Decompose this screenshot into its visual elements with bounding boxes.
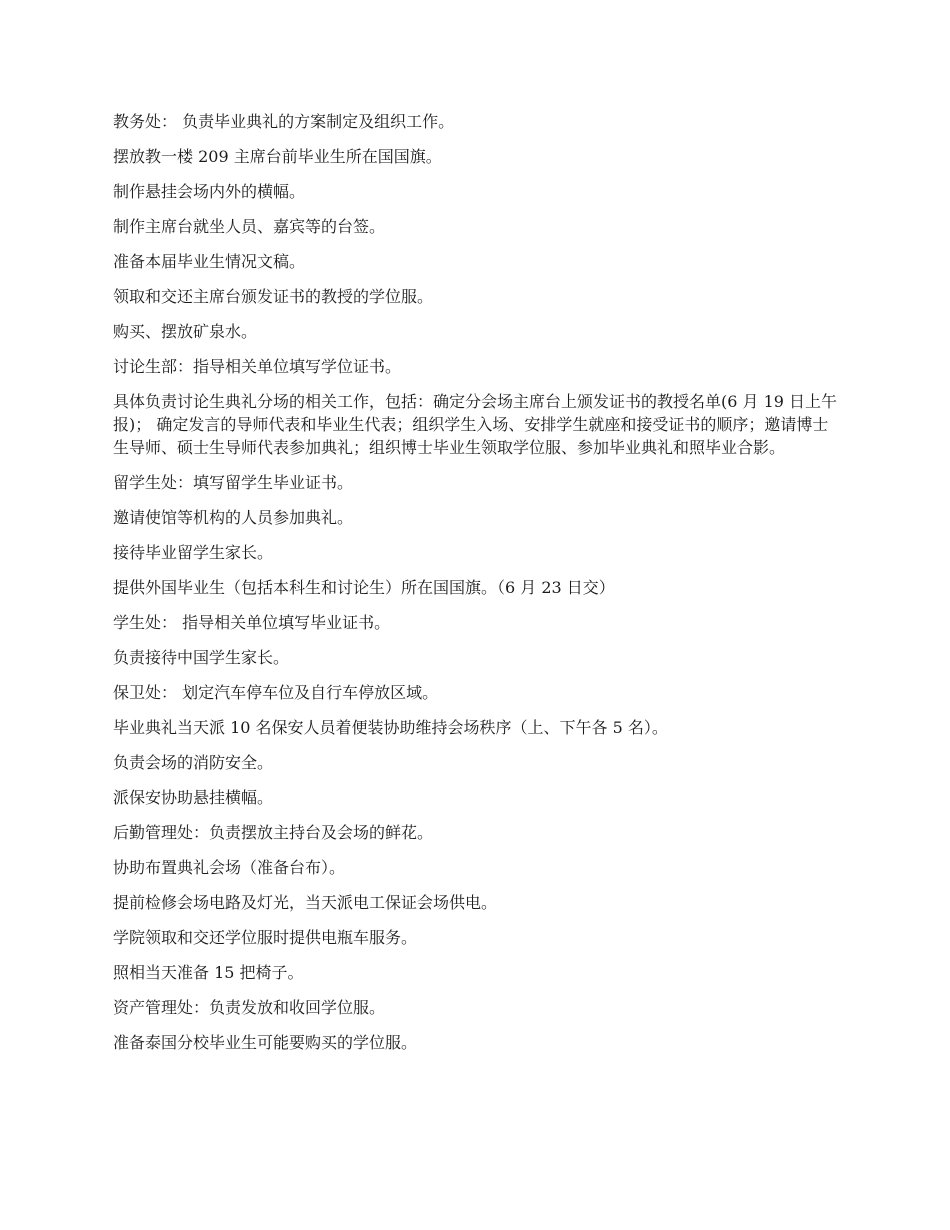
paragraph-3: 制作悬挂会场内外的横幅。 (113, 182, 306, 201)
paragraph-14: 学生处： 指导相关单位填写毕业证书。 (113, 613, 391, 632)
paragraph-12: 接待毕业留学生家长。 (113, 543, 274, 562)
document-body (113, 110, 843, 1066)
paragraph-9: 具体负责讨论生典礼分场的相关工作，包括：确定分会场主席台上颁发证书的教授名单(6 月 19 日上午报)； 确定发言的导师代表和毕业生代表；组织学生入场、安排学生就座和接受证书的顺序；邀请博士生导师、硕士生导师代表参加典礼；组织博士毕业生领取学位服、参加毕业典礼和照毕业合影。 (113, 392, 838, 457)
paragraph-22: 提前检修会场电路及灯光，当天派电工保证会场供电。 (113, 893, 498, 912)
paragraph-19: 派保安协助悬挂横幅。 (113, 788, 274, 807)
paragraph-7: 购买、摆放矿泉水。 (113, 322, 258, 341)
paragraph-2: 摆放教一楼 209 主席台前毕业生所在国国旗。 (113, 147, 442, 166)
paragraph-17: 毕业典礼当天派 10 名保安人员着便装协助维持会场秩序（上、下午各 5 名）。 (113, 718, 668, 737)
paragraph-18: 负责会场的消防安全。 (113, 753, 274, 772)
paragraph-4: 制作主席台就坐人员、嘉宾等的台签。 (113, 217, 386, 236)
paragraph-16: 保卫处： 划定汽车停车位及自行车停放区域。 (113, 683, 439, 702)
paragraph-24: 照相当天准备 15 把椅子。 (113, 963, 304, 982)
paragraph-11: 邀请使馆等机构的人员参加典礼。 (113, 508, 354, 527)
paragraph-8: 讨论生部：指导相关单位填写学位证书。 (113, 357, 402, 376)
paragraph-5: 准备本届毕业生情况文稿。 (113, 252, 306, 271)
paragraph-23: 学院领取和交还学位服时提供电瓶车服务。 (113, 928, 418, 947)
paragraph-26: 准备泰国分校毕业生可能要购买的学位服。 (113, 1033, 418, 1052)
paragraph-6: 领取和交还主席台颁发证书的教授的学位服。 (113, 287, 434, 306)
paragraph-1: 教务处： 负责毕业典礼的方案制定及组织工作。 (113, 112, 455, 131)
paragraph-10: 留学生处：填写留学生毕业证书。 (113, 473, 354, 492)
paragraph-21: 协助布置典礼会场（准备台布）。 (113, 858, 346, 877)
paragraph-20: 后勤管理处：负责摆放主持台及会场的鲜花。 (113, 823, 434, 842)
paragraph-25: 资产管理处：负责发放和收回学位服。 (113, 998, 386, 1017)
paragraph-15: 负责接待中国学生家长。 (113, 648, 290, 667)
paragraph-13: 提供外国毕业生（包括本科生和讨论生）所在国国旗。（6 月 23 日交） (113, 578, 615, 597)
